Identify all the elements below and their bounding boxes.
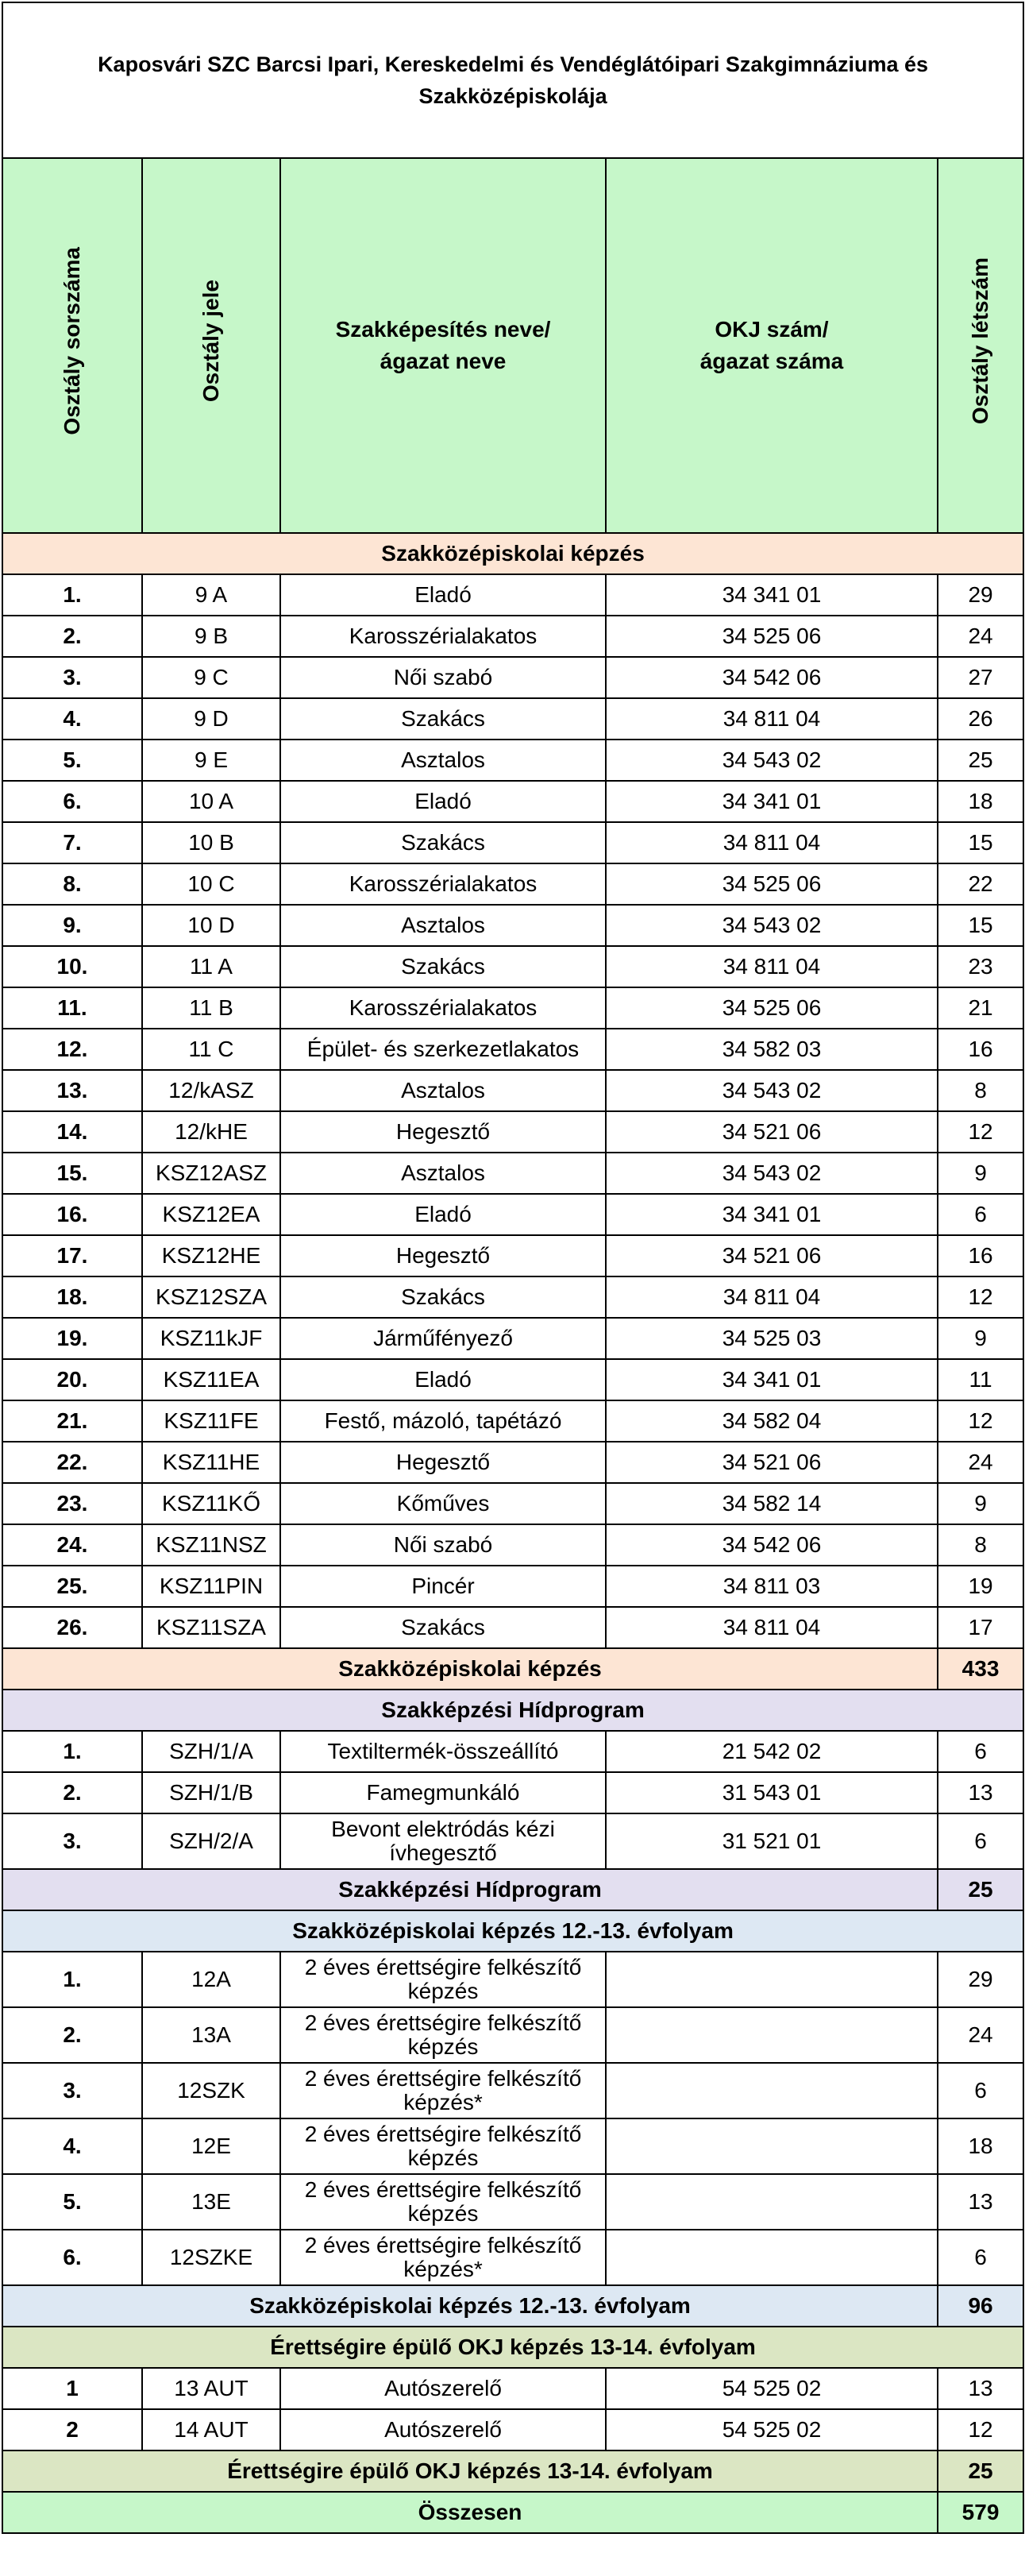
okj-number: 34 341 01 [606, 1359, 938, 1400]
class-code: KSZ11KŐ [142, 1483, 280, 1524]
okj-number [606, 2063, 938, 2118]
row-number: 4. [2, 698, 142, 740]
header-class-size: Osztály létszám [938, 158, 1023, 533]
qualification-name: Női szabó [280, 657, 606, 698]
row-number: 2 [2, 2409, 142, 2450]
row-number: 2. [2, 616, 142, 657]
row-number: 15. [2, 1153, 142, 1194]
class-size: 17 [938, 1607, 1023, 1648]
qualification-name: Szakács [280, 822, 606, 863]
table-row [2, 1772, 1023, 1813]
class-code: KSZ11kJF [142, 1318, 280, 1359]
okj-number: 34 582 14 [606, 1483, 938, 1524]
class-size: 15 [938, 822, 1023, 863]
row-number: 3. [2, 1813, 142, 1869]
class-size: 29 [938, 574, 1023, 616]
class-size: 19 [938, 1566, 1023, 1607]
okj-number: 34 542 06 [606, 1524, 938, 1566]
row-number: 6. [2, 2230, 142, 2285]
section-total-value: 433 [938, 1648, 1023, 1690]
okj-number: 34 521 06 [606, 1111, 938, 1153]
qualification-name: Épület- és szerkezetlakatos [280, 1029, 606, 1070]
qualification-name: Szakács [280, 698, 606, 740]
qualification-name: Festő, mázoló, tapétázó [280, 1400, 606, 1442]
class-size: 27 [938, 657, 1023, 698]
row-number: 2. [2, 1772, 142, 1813]
table-row [2, 1524, 1023, 1566]
okj-number: 34 525 06 [606, 987, 938, 1029]
class-code: 10 D [142, 905, 280, 946]
okj-number: 34 543 02 [606, 740, 938, 781]
row-number: 14. [2, 1111, 142, 1153]
okj-number: 34 341 01 [606, 574, 938, 616]
table-row [2, 1235, 1023, 1276]
row-number: 1. [2, 1731, 142, 1772]
class-code: 9 D [142, 698, 280, 740]
qualification-name: Famegmunkáló [280, 1772, 606, 1813]
table-row [2, 987, 1023, 1029]
class-code: SZH/2/A [142, 1813, 280, 1869]
class-code: KSZ11SZA [142, 1607, 280, 1648]
qualification-name: Hegesztő [280, 1235, 606, 1276]
section-heading: Szakközépiskolai képzés [2, 533, 1023, 574]
table-row [2, 1070, 1023, 1111]
class-size: 12 [938, 1400, 1023, 1442]
table-row [2, 1111, 1023, 1153]
class-code: KSZ11FE [142, 1400, 280, 1442]
class-size: 18 [938, 781, 1023, 822]
class-code: SZH/1/A [142, 1731, 280, 1772]
qualification-name: Eladó [280, 781, 606, 822]
okj-number: 54 525 02 [606, 2409, 938, 2450]
table-row [2, 1029, 1023, 1070]
header-okj-number: OKJ szám/ ágazat száma [606, 158, 938, 533]
okj-number: 31 543 01 [606, 1772, 938, 1813]
table-row [2, 905, 1023, 946]
row-number: 21. [2, 1400, 142, 1442]
okj-number: 34 811 03 [606, 1566, 938, 1607]
class-size: 12 [938, 2409, 1023, 2450]
okj-number [606, 2230, 938, 2285]
row-number: 6. [2, 781, 142, 822]
section-heading-row [2, 1690, 1023, 1731]
row-number: 19. [2, 1318, 142, 1359]
okj-number [606, 1952, 938, 2007]
class-size: 24 [938, 616, 1023, 657]
qualification-name: Hegesztő [280, 1111, 606, 1153]
class-code: 12A [142, 1952, 280, 2007]
row-number: 9. [2, 905, 142, 946]
table-row [2, 2409, 1023, 2450]
qualification-name: Pincér [280, 1566, 606, 1607]
class-code: 11 C [142, 1029, 280, 1070]
section-total-label: Szakképzési Hídprogram [2, 1869, 938, 1910]
qualification-name: Szakács [280, 1607, 606, 1648]
section-total-value: 25 [938, 2450, 1023, 2492]
section-total-row [2, 2285, 1023, 2327]
enrollment-table [2, 2, 1024, 2534]
row-number: 17. [2, 1235, 142, 1276]
okj-number: 34 341 01 [606, 1194, 938, 1235]
okj-number: 34 521 06 [606, 1442, 938, 1483]
okj-number: 34 582 03 [606, 1029, 938, 1070]
okj-number: 34 582 04 [606, 1400, 938, 1442]
class-code: 9 E [142, 740, 280, 781]
qualification-name: Autószerelő [280, 2409, 606, 2450]
class-size: 6 [938, 1194, 1023, 1235]
class-code: 12E [142, 2118, 280, 2174]
row-number: 24. [2, 1524, 142, 1566]
row-number: 7. [2, 822, 142, 863]
table-row [2, 2230, 1023, 2285]
class-code: 14 AUT [142, 2409, 280, 2450]
class-size: 9 [938, 1153, 1023, 1194]
section-total-row [2, 1869, 1023, 1910]
class-code: KSZ11EA [142, 1359, 280, 1400]
class-code: 12SZKE [142, 2230, 280, 2285]
table-row [2, 1731, 1023, 1772]
table-row [2, 1607, 1023, 1648]
section-total-value: 25 [938, 1869, 1023, 1910]
class-size: 13 [938, 2174, 1023, 2230]
class-code: 12SZK [142, 2063, 280, 2118]
qualification-name: Asztalos [280, 1070, 606, 1111]
table-row [2, 574, 1023, 616]
class-code: 10 B [142, 822, 280, 863]
section-total-label: Érettségire épülő OKJ képzés 13-14. évfolyam [2, 2450, 938, 2492]
section-heading-row [2, 533, 1023, 574]
okj-number: 34 543 02 [606, 1153, 938, 1194]
qualification-name: Női szabó [280, 1524, 606, 1566]
row-number: 16. [2, 1194, 142, 1235]
class-size: 12 [938, 1276, 1023, 1318]
header-qualification-name: Szakképesítés neve/ ágazat neve [280, 158, 606, 533]
row-number: 5. [2, 2174, 142, 2230]
okj-number: 34 811 04 [606, 1276, 938, 1318]
okj-number [606, 2118, 938, 2174]
class-size: 9 [938, 1318, 1023, 1359]
class-size: 22 [938, 863, 1023, 905]
qualification-name: Bevont elektródás kézi ívhegesztő [280, 1813, 606, 1869]
okj-number [606, 2174, 938, 2230]
class-size: 6 [938, 1731, 1023, 1772]
row-number: 8. [2, 863, 142, 905]
row-number: 25. [2, 1566, 142, 1607]
section-total-row [2, 2450, 1023, 2492]
table-row [2, 863, 1023, 905]
row-number: 5. [2, 740, 142, 781]
class-code: KSZ12EA [142, 1194, 280, 1235]
qualification-name: Asztalos [280, 1153, 606, 1194]
table-row [2, 822, 1023, 863]
class-code: KSZ11HE [142, 1442, 280, 1483]
okj-number: 34 525 03 [606, 1318, 938, 1359]
class-size: 12 [938, 1111, 1023, 1153]
okj-number: 34 543 02 [606, 1070, 938, 1111]
okj-number: 34 525 06 [606, 863, 938, 905]
okj-number: 34 521 06 [606, 1235, 938, 1276]
table-row [2, 1276, 1023, 1318]
class-code: KSZ12ASZ [142, 1153, 280, 1194]
class-size: 21 [938, 987, 1023, 1029]
qualification-name: Járműfényező [280, 1318, 606, 1359]
row-number: 23. [2, 1483, 142, 1524]
okj-number: 21 542 02 [606, 1731, 938, 1772]
qualification-name: Textiltermék-összeállító [280, 1731, 606, 1772]
okj-number: 34 811 04 [606, 698, 938, 740]
row-number: 10. [2, 946, 142, 987]
section-heading: Szakképzési Hídprogram [2, 1690, 1023, 1731]
qualification-name: Hegesztő [280, 1442, 606, 1483]
qualification-name: 2 éves érettségire felkészítő képzés* [280, 2230, 606, 2285]
school-title: Kaposvári SZC Barcsi Ipari, Kereskedelmi és Vendéglátóipari Szakgimnáziuma és Szakközépiskolája [2, 2, 1023, 158]
qualification-name: 2 éves érettségire felkészítő képzés [280, 2118, 606, 2174]
row-number: 3. [2, 2063, 142, 2118]
okj-number: 34 543 02 [606, 905, 938, 946]
grand-total-row [2, 2492, 1023, 2533]
class-code: 10 C [142, 863, 280, 905]
table-row [2, 1813, 1023, 1869]
class-size: 29 [938, 1952, 1023, 2007]
class-size: 16 [938, 1235, 1023, 1276]
class-code: KSZ12SZA [142, 1276, 280, 1318]
table-row [2, 2118, 1023, 2174]
class-size: 13 [938, 2368, 1023, 2409]
class-size: 6 [938, 2230, 1023, 2285]
qualification-name: Eladó [280, 1359, 606, 1400]
table-row [2, 740, 1023, 781]
section-heading-row [2, 1910, 1023, 1952]
class-code: 9 A [142, 574, 280, 616]
table-row [2, 2007, 1023, 2063]
table-row [2, 1359, 1023, 1400]
table-row [2, 1153, 1023, 1194]
class-size: 6 [938, 2063, 1023, 2118]
qualification-name: 2 éves érettségire felkészítő képzés [280, 2174, 606, 2230]
class-code: 13 AUT [142, 2368, 280, 2409]
class-size: 23 [938, 946, 1023, 987]
qualification-name: 2 éves érettségire felkészítő képzés [280, 1952, 606, 2007]
row-number: 18. [2, 1276, 142, 1318]
table-row [2, 698, 1023, 740]
class-size: 8 [938, 1524, 1023, 1566]
okj-number: 54 525 02 [606, 2368, 938, 2409]
okj-number: 34 811 04 [606, 822, 938, 863]
table-row [2, 781, 1023, 822]
class-code: 9 C [142, 657, 280, 698]
grand-total-value: 579 [938, 2492, 1023, 2533]
section-heading: Érettségire épülő OKJ képzés 13-14. évfolyam [2, 2327, 1023, 2368]
class-code: 12/kASZ [142, 1070, 280, 1111]
row-number: 1. [2, 1952, 142, 2007]
table-row [2, 1400, 1023, 1442]
class-size: 24 [938, 1442, 1023, 1483]
row-number: 1 [2, 2368, 142, 2409]
section-total-label: Szakközépiskolai képzés 12.-13. évfolyam [2, 2285, 938, 2327]
class-code: 11 A [142, 946, 280, 987]
section-total-label: Szakközépiskolai képzés [2, 1648, 938, 1690]
table-row [2, 1442, 1023, 1483]
class-code: 9 B [142, 616, 280, 657]
class-size: 26 [938, 698, 1023, 740]
table-row [2, 1483, 1023, 1524]
class-size: 8 [938, 1070, 1023, 1111]
qualification-name: Autószerelő [280, 2368, 606, 2409]
table-row [2, 616, 1023, 657]
okj-number: 34 811 04 [606, 946, 938, 987]
class-size: 11 [938, 1359, 1023, 1400]
table-row [2, 2174, 1023, 2230]
qualification-name: Karosszérialakatos [280, 987, 606, 1029]
qualification-name: Szakács [280, 1276, 606, 1318]
enrollment-sheet [2, 2, 1023, 2534]
class-size: 6 [938, 1813, 1023, 1869]
section-heading: Szakközépiskolai képzés 12.-13. évfolyam [2, 1910, 1023, 1952]
qualification-name: Kőműves [280, 1483, 606, 1524]
class-size: 15 [938, 905, 1023, 946]
row-number: 13. [2, 1070, 142, 1111]
row-number: 12. [2, 1029, 142, 1070]
qualification-name: 2 éves érettségire felkészítő képzés* [280, 2063, 606, 2118]
row-number: 4. [2, 2118, 142, 2174]
qualification-name: Karosszérialakatos [280, 616, 606, 657]
section-total-row [2, 1648, 1023, 1690]
qualification-name: Asztalos [280, 740, 606, 781]
header-class-number: Osztály sorszáma [2, 158, 142, 533]
row-number: 2. [2, 2007, 142, 2063]
table-row [2, 946, 1023, 987]
row-number: 20. [2, 1359, 142, 1400]
qualification-name: Eladó [280, 1194, 606, 1235]
header-row [2, 158, 1023, 533]
table-row [2, 657, 1023, 698]
okj-number: 34 525 06 [606, 616, 938, 657]
qualification-name: 2 éves érettségire felkészítő képzés [280, 2007, 606, 2063]
row-number: 1. [2, 574, 142, 616]
table-row [2, 1952, 1023, 2007]
class-code: 12/kHE [142, 1111, 280, 1153]
class-code: KSZ11NSZ [142, 1524, 280, 1566]
qualification-name: Eladó [280, 574, 606, 616]
class-size: 16 [938, 1029, 1023, 1070]
okj-number: 34 542 06 [606, 657, 938, 698]
okj-number [606, 2007, 938, 2063]
qualification-name: Karosszérialakatos [280, 863, 606, 905]
class-code: 10 A [142, 781, 280, 822]
class-code: SZH/1/B [142, 1772, 280, 1813]
table-row [2, 1318, 1023, 1359]
class-size: 24 [938, 2007, 1023, 2063]
class-code: KSZ12HE [142, 1235, 280, 1276]
row-number: 22. [2, 1442, 142, 1483]
class-size: 9 [938, 1483, 1023, 1524]
okj-number: 31 521 01 [606, 1813, 938, 1869]
qualification-name: Asztalos [280, 905, 606, 946]
class-code: 13A [142, 2007, 280, 2063]
title-row [2, 2, 1023, 158]
table-row [2, 2368, 1023, 2409]
row-number: 26. [2, 1607, 142, 1648]
section-total-value: 96 [938, 2285, 1023, 2327]
class-size: 18 [938, 2118, 1023, 2174]
table-row [2, 2063, 1023, 2118]
class-size: 13 [938, 1772, 1023, 1813]
grand-total-label: Összesen [2, 2492, 938, 2533]
class-code: KSZ11PIN [142, 1566, 280, 1607]
class-size: 25 [938, 740, 1023, 781]
okj-number: 34 811 04 [606, 1607, 938, 1648]
class-code: 11 B [142, 987, 280, 1029]
row-number: 11. [2, 987, 142, 1029]
class-code: 13E [142, 2174, 280, 2230]
header-class-code: Osztály jele [142, 158, 280, 533]
table-row [2, 1566, 1023, 1607]
table-row [2, 1194, 1023, 1235]
qualification-name: Szakács [280, 946, 606, 987]
section-heading-row [2, 2327, 1023, 2368]
row-number: 3. [2, 657, 142, 698]
okj-number: 34 341 01 [606, 781, 938, 822]
